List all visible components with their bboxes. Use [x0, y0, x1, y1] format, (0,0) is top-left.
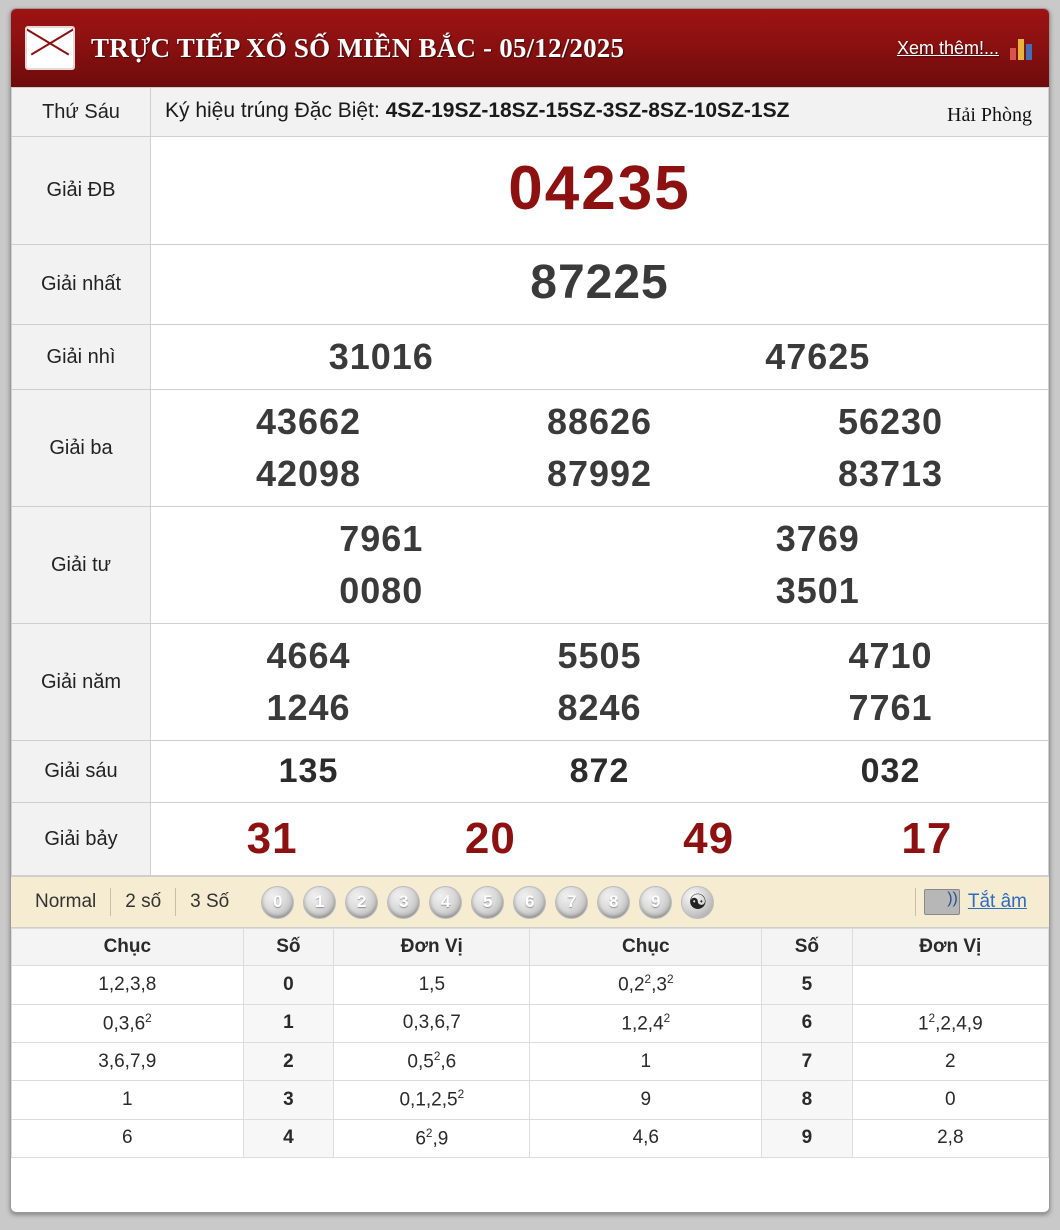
stats-so-right: 7	[762, 1043, 853, 1081]
table-row	[12, 1119, 1049, 1157]
prize-label-1: Giải nhất	[12, 245, 151, 325]
digit-ball-5[interactable]: 5	[471, 886, 504, 919]
stats-chuc-left: 1,2,3,8	[12, 966, 244, 1004]
prize-values-5	[151, 624, 1049, 741]
digit-ball-group	[243, 886, 714, 919]
xem-them-link[interactable]: Xem thêm!...	[896, 37, 999, 58]
stats-donvi-right: 2,8	[852, 1119, 1048, 1157]
prize-number: 3501	[775, 570, 860, 612]
stats-header-so-left: Số	[243, 929, 334, 966]
stats-donvi-right: $1^2,2,4,9$	[852, 1004, 1048, 1042]
stats-so-right: 5	[762, 966, 853, 1004]
prize-number: 032	[860, 752, 921, 791]
prize-number: 872	[569, 752, 630, 791]
prize-row-4	[12, 507, 1049, 624]
prize-number: 8246	[557, 687, 642, 729]
stats-donvi-left: 0,1,2,5$^2$	[334, 1081, 530, 1119]
prize-row-1	[12, 245, 1049, 325]
prize-number: 88626	[546, 401, 653, 443]
prize-number: 49	[683, 814, 735, 864]
prize-number: 3769	[775, 518, 860, 560]
stats-so-left: 0	[243, 966, 334, 1004]
prize-number: 31	[246, 814, 298, 864]
prize-row-5	[12, 624, 1049, 741]
stats-donvi-left: $6^2,9$	[334, 1119, 530, 1157]
stats-header-donvi-left: Đơn Vị	[334, 929, 530, 966]
prize-number: 47625	[765, 336, 871, 378]
prize-number: 31016	[328, 336, 434, 378]
prize-number: 7961	[339, 518, 424, 560]
prize-value-db: 04235	[151, 137, 1049, 245]
stats-so-left: 4	[243, 1119, 334, 1157]
prize-values-7	[151, 803, 1049, 876]
prize-number: 43662	[255, 401, 362, 443]
prize-value-1: 87225	[151, 245, 1049, 325]
lottery-widget	[10, 8, 1050, 1213]
prize-number: 135	[278, 752, 339, 791]
prize-row-2	[12, 325, 1049, 390]
stats-chuc-right: $0,2^2,3^2$	[530, 966, 762, 1004]
table-row	[12, 1004, 1049, 1042]
prize-row-db	[12, 137, 1049, 245]
prize-values-6	[151, 741, 1049, 803]
mail-icon	[25, 26, 75, 70]
digit-ball-3[interactable]: 3	[387, 886, 420, 919]
stats-header-chuc-left: Chục	[12, 929, 244, 966]
stats-so-right: 6	[762, 1004, 853, 1042]
table-row	[12, 1043, 1049, 1081]
special-symbol-cell	[151, 88, 1049, 137]
stats-header-chuc-right: Chục	[530, 929, 762, 966]
filter-2-digits-button[interactable]: 2 số	[125, 891, 162, 913]
digit-ball-8[interactable]: 8	[597, 886, 630, 919]
prize-values-4	[151, 507, 1049, 624]
symbol-row	[12, 88, 1049, 137]
filter-toolbar	[11, 876, 1049, 928]
prize-number: 17	[901, 814, 953, 864]
stats-chuc-left: 0,3,6$^2$	[12, 1004, 244, 1042]
stats-so-right: 8	[762, 1081, 853, 1119]
prize-row-3	[12, 390, 1049, 507]
stats-so-right: 9	[762, 1119, 853, 1157]
digit-ball-2[interactable]: 2	[345, 886, 378, 919]
stats-so-left: 3	[243, 1081, 334, 1119]
stats-header-so-right: Số	[762, 929, 853, 966]
stats-donvi-left: 1,5	[334, 966, 530, 1004]
digit-ball-4[interactable]: 4	[429, 886, 462, 919]
header-actions	[897, 36, 1035, 60]
prize-number: 5505	[557, 635, 642, 677]
prize-number: 0080	[339, 570, 424, 612]
prize-row-6	[12, 741, 1049, 803]
stats-donvi-right: 0	[852, 1081, 1048, 1119]
digit-ball-0[interactable]: 0	[261, 886, 294, 919]
stats-donvi-left: 0,3,6,7	[334, 1004, 530, 1042]
page-title: TRỰC TIẾP XỔ SỐ MIỀN BẮC - 05/12/2025	[91, 32, 625, 63]
stats-chuc-left: 1	[12, 1081, 244, 1119]
stats-donvi-right	[852, 966, 1048, 1004]
prize-number: 20	[464, 814, 516, 864]
filter-3-digits-button[interactable]: 3 Số	[190, 891, 230, 913]
prize-number: 1246	[266, 687, 351, 729]
prize-label-7: Giải bảy	[12, 803, 151, 876]
symbol-value: 4SZ-19SZ-18SZ-15SZ-3SZ-8SZ-10SZ-1SZ	[385, 99, 790, 122]
stats-table	[11, 928, 1049, 1158]
weekday-label: Thứ Sáu	[12, 88, 151, 137]
prize-label-4: Giải tư	[12, 507, 151, 624]
symbol-label: Ký hiệu trúng Đặc Biệt:	[165, 99, 380, 122]
prize-values-2	[151, 325, 1049, 390]
bar-chart-icon[interactable]	[1009, 36, 1035, 60]
prize-label-db: Giải ĐB	[12, 137, 151, 245]
stats-chuc-right: 1	[530, 1043, 762, 1081]
province-label: Hải Phòng	[947, 104, 1032, 127]
prize-number: 7761	[848, 687, 933, 729]
prize-row-7	[12, 803, 1049, 876]
stats-chuc-left: 6	[12, 1119, 244, 1157]
prize-number: 83713	[837, 453, 944, 495]
prize-values-3	[151, 390, 1049, 507]
toolbar-divider	[915, 888, 916, 916]
sound-controls	[915, 888, 1039, 916]
stats-chuc-right: 9	[530, 1081, 762, 1119]
yin-yang-icon[interactable]: ☯	[681, 886, 714, 919]
digit-ball-6[interactable]: 6	[513, 886, 546, 919]
stats-donvi-right: 2	[852, 1043, 1048, 1081]
prize-number: 4710	[848, 635, 933, 677]
prize-label-3: Giải ba	[12, 390, 151, 507]
stats-header-donvi-right: Đơn Vị	[852, 929, 1048, 966]
prize-label-2: Giải nhì	[12, 325, 151, 390]
digit-ball-9[interactable]: 9	[639, 886, 672, 919]
mode-normal-button[interactable]: Normal	[35, 891, 97, 913]
prize-number: 4664	[266, 635, 351, 677]
stats-chuc-right: 4,6	[530, 1119, 762, 1157]
prize-number: 42098	[255, 453, 362, 495]
prize-number: 56230	[837, 401, 944, 443]
digit-ball-1[interactable]: 1	[303, 886, 336, 919]
stats-chuc-right: 1,2,4$^2$	[530, 1004, 762, 1042]
stats-so-left: 1	[243, 1004, 334, 1042]
results-table	[11, 87, 1049, 876]
digit-ball-7[interactable]: 7	[555, 886, 588, 919]
speaker-icon[interactable]	[924, 889, 960, 915]
prize-label-6: Giải sáu	[12, 741, 151, 803]
stats-donvi-left: $0,5^2,6$	[334, 1043, 530, 1081]
prize-label-5: Giải năm	[12, 624, 151, 741]
table-row	[12, 1081, 1049, 1119]
header-bar	[11, 9, 1049, 87]
table-row	[12, 966, 1049, 1004]
stats-header-row	[12, 929, 1049, 966]
mute-link[interactable]: Tắt âm	[967, 891, 1027, 913]
prize-number: 87992	[546, 453, 653, 495]
stats-so-left: 2	[243, 1043, 334, 1081]
stats-chuc-left: 3,6,7,9	[12, 1043, 244, 1081]
